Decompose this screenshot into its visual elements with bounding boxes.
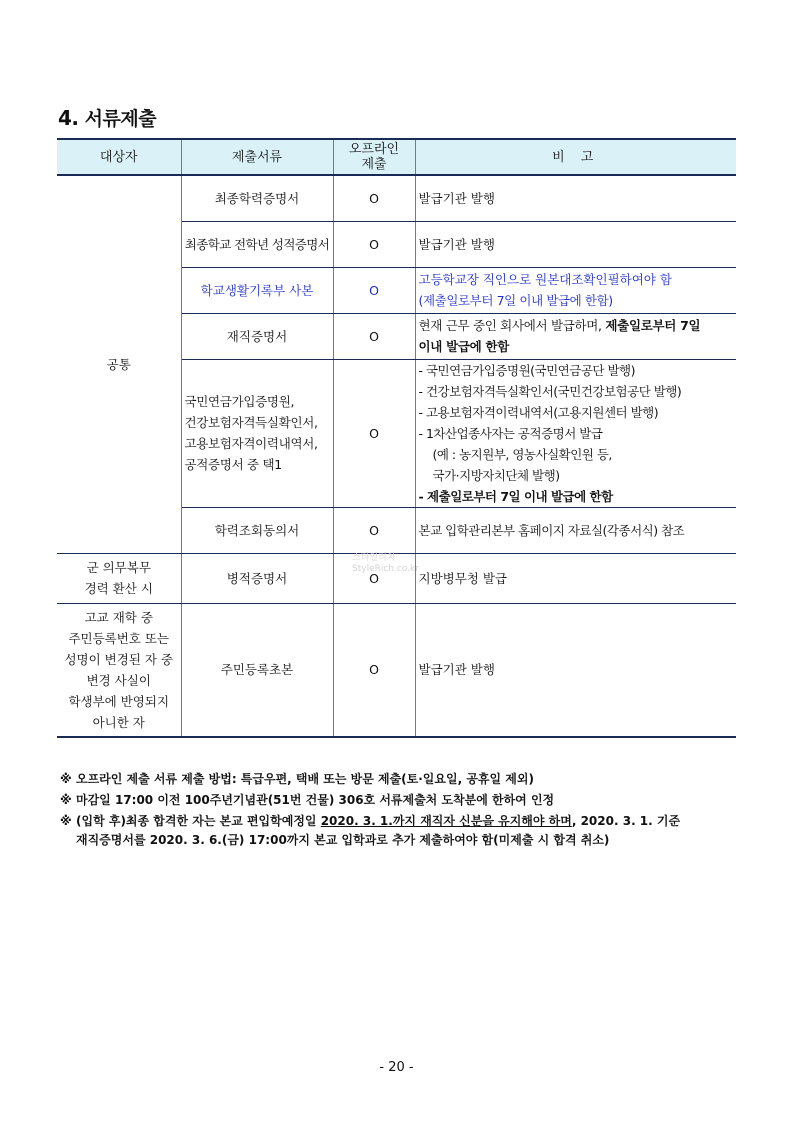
page-number: - 20 - [379,1060,414,1075]
watermark-line: 스타일리치 [352,553,396,563]
remark-cell: 발급기관 발행 [415,603,736,737]
section-title [58,104,156,131]
doc-line: 건강보험자격득실확인서, [184,415,318,430]
offline-mark: O [333,553,415,603]
doc-cell [181,359,333,507]
remark-bold-line: - 제출일로부터 7일 이내 발급에 한함 [418,488,613,504]
remark-cell: 발급기관 발행 [415,221,736,267]
remark-line: - 고용보험자격이력내역서(고용지원센터 발행) [418,404,659,420]
table-row [57,175,736,221]
doc-cell: 학력조회동의서 [181,507,333,553]
target-line: 성명이 변경된 자 중 [64,651,174,667]
remark-cell: 발급기관 발행 [415,175,736,221]
doc-cell: 병적증명서 [181,553,333,603]
note-text-part: (입학 후)최종 합격한 자는 본교 편입학예정일 [76,814,321,828]
target-line: 주민등록번호 또는 [68,630,170,646]
target-line: 학생부에 반영되지 [68,693,170,709]
remark-cell [415,267,736,313]
remark-line: - 건강보험자격득실확인서(국민건강보험공단 발행) [418,383,682,399]
note-underlined-text: 2020. 3. 1.까지 재직자 신분을 유지해야 하며 [320,814,572,828]
note-mark: ※ [60,814,72,828]
offline-mark: O [333,603,415,737]
note-item [60,770,740,789]
note-item [60,791,740,810]
doc-line: 공적증명서 중 택1 [184,457,282,472]
remark-line: (제출일로부터 7일 이내 발급에 한함) [418,293,613,308]
note-text: 마감일 17:00 이전 100주년기념관(51번 건물) 306호 서류제출처 도착분에 한하여 인정 [76,793,555,807]
watermark [352,553,419,575]
offline-mark: O [333,313,415,359]
offline-mark: O [333,359,415,507]
header-offline-l1: 오프라인 [348,142,400,157]
note-item [60,812,740,850]
remark-cell: 지방병무청 발급 [415,553,736,603]
doc-cell: 재직증명서 [181,313,333,359]
note-text [76,812,740,850]
offline-mark: O [333,507,415,553]
target-line: 변경 사실이 [86,672,151,688]
header-offline-l2: 제출 [361,157,387,172]
header-offline [333,139,415,175]
remark-bold-text: 제출일로부터 7일 [605,318,701,333]
note-text: 오프라인 제출 서류 제출 방법: 특급우편, 택배 또는 방문 제출(토·일요일, 공휴일 제외) [76,772,534,786]
target-id-change [57,603,181,737]
target-line: 군 의무복무 [86,560,151,575]
notes-section [60,770,740,852]
doc-cell: 주민등록초본 [181,603,333,737]
table-row [57,603,736,737]
target-line: 아니한 자 [92,714,145,730]
offline-mark: O [333,221,415,267]
note-mark: ※ [60,793,72,807]
remark-text: 현재 근무 중인 회사에서 발급하며, [418,318,606,333]
remark-line: - 국민연금가입증명원(국민연금공단 발행) [418,362,635,378]
remark-cell [415,359,736,507]
document-submission-table [57,138,736,738]
note-mark: ※ [60,772,72,786]
offline-mark: O [333,175,415,221]
table-header-row [57,139,736,175]
header-target: 대상자 [57,139,181,175]
offline-mark: O [333,267,415,313]
header-remarks: 비 고 [415,139,736,175]
doc-line: 고용보험자격이력내역서, [184,436,318,451]
header-documents: 제출서류 [181,139,333,175]
remark-line: 고등학교장 직인으로 원본대조확인필하여야 함 [418,272,672,287]
doc-cell: 최종학력증명서 [181,175,333,221]
target-military [57,553,181,603]
target-line: 고교 재학 중 [84,609,153,625]
remark-line: (예 : 농지원부, 영농사실확인원 등, [432,446,612,462]
doc-cell: 학교생활기록부 사본 [181,267,333,313]
doc-line: 국민연금가입증명원, [184,394,295,409]
remark-line: 국가·지방자치단체 발행) [432,467,560,483]
section-number: 4. [58,106,79,130]
target-common: 공통 [57,175,181,553]
note-text-part: 재직증명서를 2020. 3. 6.(금) 17:00까지 본교 입학과로 추가 제출하여야 함(미제출 시 합격 취소) [76,833,610,847]
target-line: 경력 환산 시 [84,581,153,596]
doc-cell: 최종학교 전학년 성적증명서 [181,221,333,267]
remark-line: - 1차산업종사자는 공적증명서 발급 [418,425,603,441]
remark-bold-text: 이내 발급에 한함 [418,339,510,354]
note-text-part: , 2020. 3. 1. 기준 [571,814,681,828]
remark-cell: 본교 입학관리본부 홈페이지 자료실(각종서식) 참조 [415,507,736,553]
section-title-text: 서류제출 [84,108,157,130]
watermark-line: StyleRich.co.kr [352,564,419,574]
remark-cell [415,313,736,359]
